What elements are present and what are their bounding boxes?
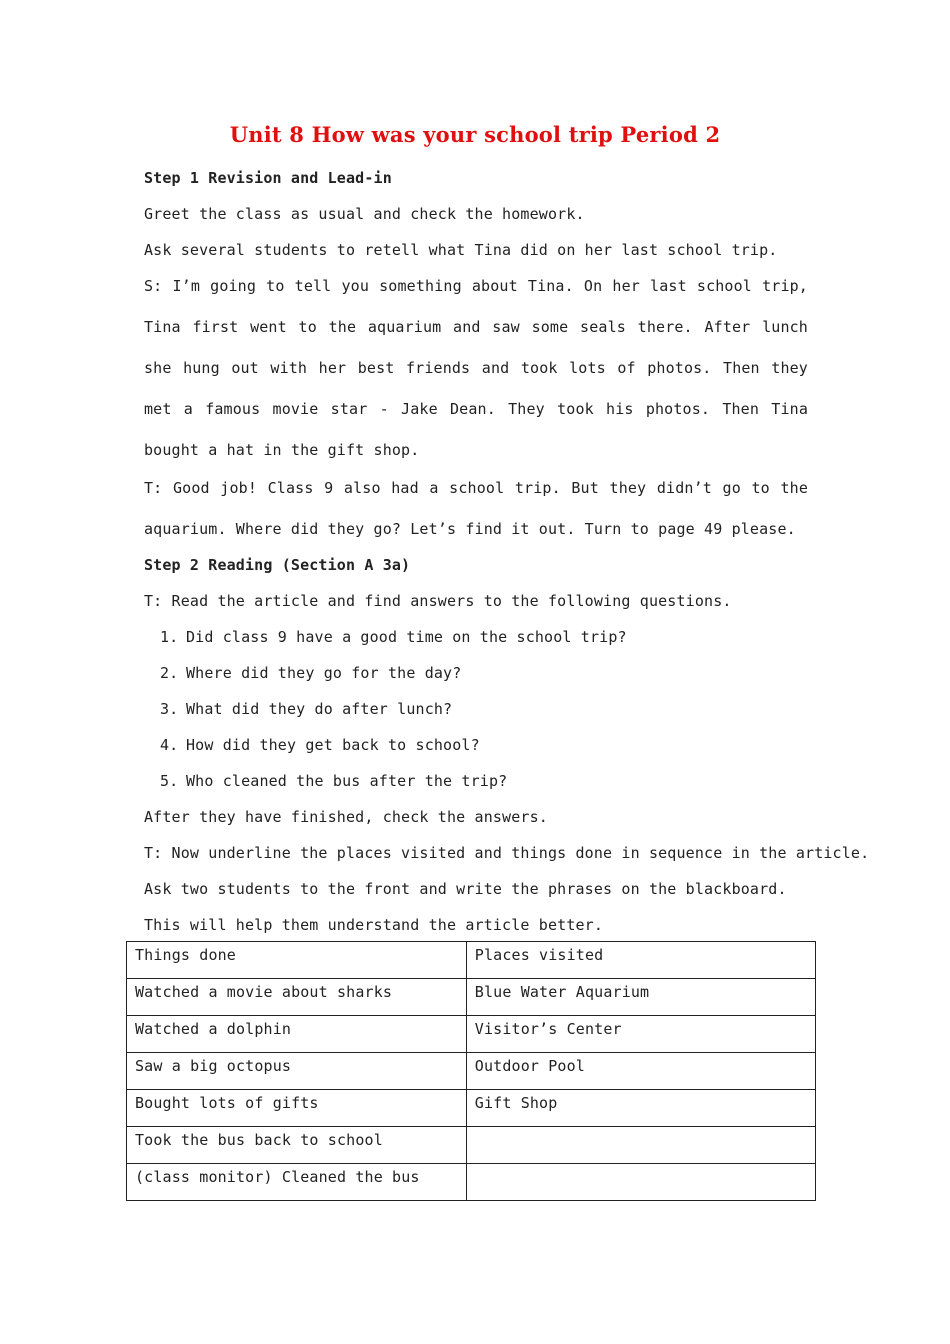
table-cell: Blue Water Aquarium [466, 979, 815, 1016]
question-text: How did they get back to school? [186, 736, 480, 754]
question-text: What did they do after lunch? [186, 700, 453, 718]
question-text: Did class 9 have a good time on the school trip? [186, 628, 627, 646]
things-places-table [126, 941, 816, 1201]
question-text: Who cleaned the bus after the trip? [186, 772, 508, 790]
step2-check-answers: After they have finished, check the answers. [144, 808, 548, 826]
table-cell: Watched a movie about sharks [127, 979, 467, 1016]
question-item [160, 691, 808, 727]
table-cell: Saw a big octopus [127, 1053, 467, 1090]
table-header-cell: Places visited [466, 942, 815, 979]
step2-blackboard-instruction: Ask two students to the front and write the phrases on the blackboard. [144, 880, 787, 898]
question-item [160, 619, 808, 655]
table-cell: Bought lots of gifts [127, 1090, 467, 1127]
table-cell: Outdoor Pool [466, 1053, 815, 1090]
question-item [160, 763, 808, 799]
table-cell [466, 1164, 815, 1201]
question-number: 3. [160, 700, 179, 718]
teacher-paragraph: T: Good job! Class 9 also had a school trip. But they didn’t go to the aquarium. Where did they go? Let’s find it out. Turn to page 49 please. [144, 479, 808, 538]
question-number: 1. [160, 628, 179, 646]
step1-line-retell: Ask several students to retell what Tina did on her last school trip. [144, 241, 778, 259]
question-number: 2. [160, 664, 179, 682]
table-cell: (class monitor) Cleaned the bus [127, 1164, 467, 1201]
table-cell: Visitor’s Center [466, 1016, 815, 1053]
table-header-cell: Things done [127, 942, 467, 979]
page-title: Unit 8 How was your school trip Period 2 [229, 122, 721, 147]
table-cell: Took the bus back to school [127, 1127, 467, 1164]
question-number: 4. [160, 736, 179, 754]
table-cell: Gift Shop [466, 1090, 815, 1127]
table-cell [466, 1127, 815, 1164]
table-row [127, 1016, 816, 1053]
step2-underline-instruction: T: Now underline the places visited and things done in sequence in the article. [144, 844, 870, 862]
question-text: Where did they go for the day? [186, 664, 462, 682]
step2-heading: Step 2 Reading (Section A 3a) [144, 556, 411, 574]
question-item [160, 655, 808, 691]
question-item [160, 727, 808, 763]
table-row [127, 1090, 816, 1127]
question-number: 5. [160, 772, 179, 790]
table-row [127, 1127, 816, 1164]
table-header-row [127, 942, 816, 979]
table-row [127, 979, 816, 1016]
step2-closing-line: This will help them understand the article better. [144, 916, 604, 934]
question-list [144, 619, 808, 799]
table-cell: Watched a dolphin [127, 1016, 467, 1053]
step1-heading: Step 1 Revision and Lead-in [144, 169, 392, 187]
step2-instruction: T: Read the article and find answers to the following questions. [144, 592, 732, 610]
document-body [144, 160, 870, 943]
step1-line-greet: Greet the class as usual and check the homework. [144, 205, 585, 223]
table-row [127, 1164, 816, 1201]
table-row [127, 1053, 816, 1090]
student-paragraph: S: I’m going to tell you something about Tina. On her last school trip, Tina first went to the aquarium and saw some seals there. After lunch she hung out with her best friends and took lots of photos. Then they met a famous movie star - Jake Dean. They took his photos. Then Tina bought a hat in the gift shop. [144, 277, 808, 459]
